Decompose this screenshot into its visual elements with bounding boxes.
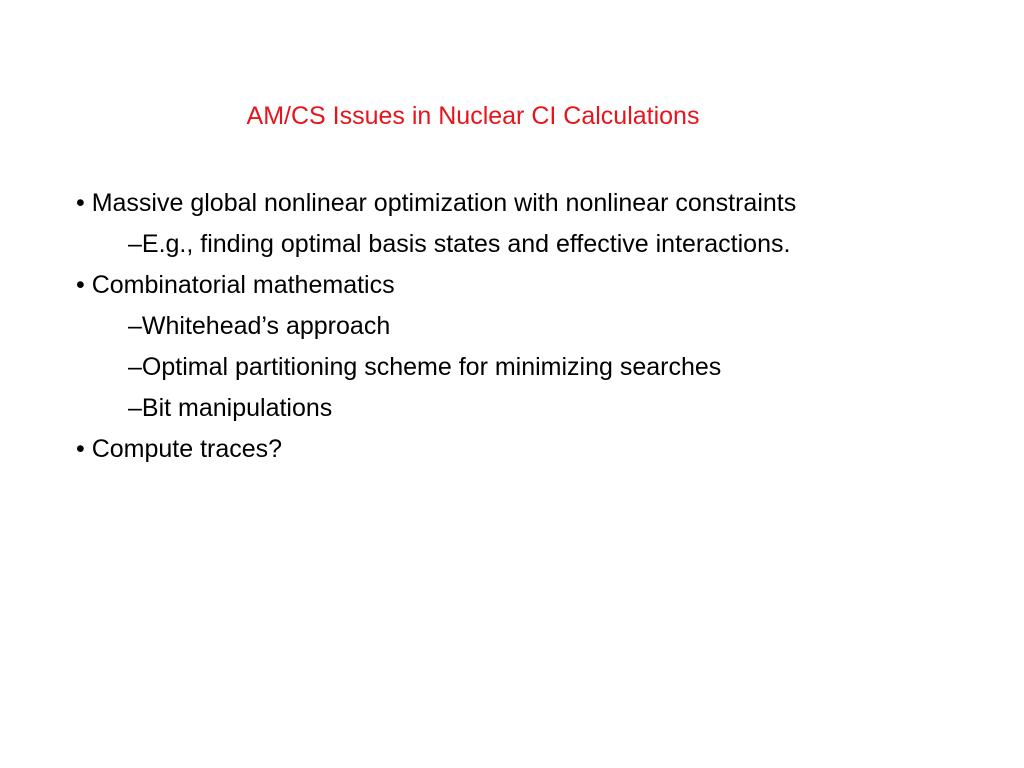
sub-bullet-item: –Whitehead’s approach <box>128 312 391 340</box>
sub-bullet-item: –E.g., finding optimal basis states and effective interactions. <box>128 230 791 258</box>
sub-bullet-item: –Optimal partitioning scheme for minimizing searches <box>128 353 722 381</box>
bullet-item: • Combinatorial mathematics <box>76 271 395 299</box>
bullet-item: • Massive global nonlinear optimization with nonlinear constraints <box>76 189 797 217</box>
slide-title: AM/CS Issues in Nuclear CI Calculations <box>246 102 700 130</box>
bullet-list <box>76 183 996 470</box>
sub-bullet-item: –Bit manipulations <box>128 394 333 422</box>
bullet-item: • Compute traces? <box>76 435 283 463</box>
